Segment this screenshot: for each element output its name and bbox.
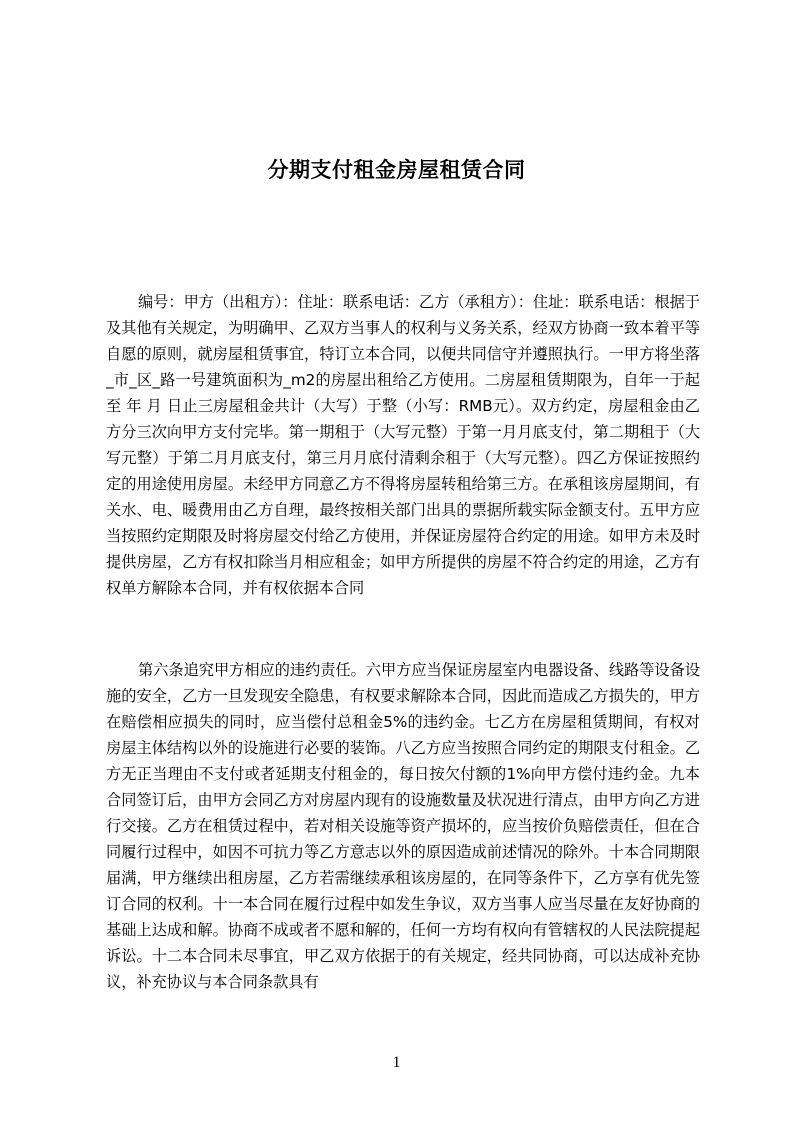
- contract-paragraph-1: 编号：甲方（出租方）：住址：联系电话：乙方（承租方）：住址：联系电话：根据于及其他有关规定，为明确甲、乙双方当事人的权利与义务关系，经双方协商一致本着平等自愿的原则，就房屋租赁事宜，特订立本合同，以便共同信守并遵照执行。一甲方将坐落_市_区_路一号建筑面积为_m2的房屋出租给乙方使用。二房屋租赁期限为，自年一于起至 年 月 日止三房屋租金共计（大写）于整（小写：RMB元）。双方约定，房屋租金由乙方分三次向甲方支付完毕。第一期租于（大写元整）于第一月月底支付，第二期租于（大写元整）于第二月月底支付，第三月月底付清剩余租于（大写元整）。四乙方保证按照约定的用途使用房屋。未经甲方同意乙方不得将房屋转租给第三方。在承租该房屋期间，有关水、电、暖费用由乙方自理，最终按相关部门出具的票据所载实际金额支付。五甲方应当按照约定期限及时将房屋交付给乙方使用，并保证房屋符合约定的用途。如甲方未及时提供房屋，乙方有权扣除当月相应租金；如甲方所提供的房屋不符合约定的用途，乙方有权单方解除本合同，并有权依据本合同: [106, 293, 700, 597]
- page-number: 1: [392, 1054, 401, 1071]
- document-title: 分期支付租金房屋租赁合同: [267, 158, 526, 183]
- contract-paragraph-2: 第六条追究甲方相应的违约责任。六甲方应当保证房屋室内电器设备、线路等设备设施的安全，乙方一旦发现安全隐患，有权要求解除本合同，因此而造成乙方损失的，甲方在赔偿相应损失的同时，应当偿付总租金5%的违约金。七乙方在房屋租赁期间，有权对房屋主体结构以外的设施进行必要的装饰。八乙方应当按照合同约定的期限支付租金。乙方无正当理由不支付或者延期支付租金的，每日按欠付额的1%向甲方偿付违约金。九本合同签订后，由甲方会同乙方对房屋内现有的设施数量及状况进行清点，由甲方向乙方进行交接。乙方在租赁过程中，若对相关设施等资产损坏的，应当按价负赔偿责任，但在合同履行过程中，如因不可抗力等乙方意志以外的原因造成前述情况的除外。十本合同期限届满，甲方继续出租房屋，乙方若需继续承租该房屋的，在同等条件下，乙方享有优先签订合同的权利。十一本合同在履行过程中如发生争议，双方当事人应当尽量在友好协商的基础上达成和解。协商不成或者不愿和解的，任何一方均有权向有管辖权的人民法院提起诉讼。十二本合同未尽事宜，甲乙双方依据于的有关规定，经共同协商，可以达成补充协议，补充协议与本合同条款具有: [106, 661, 700, 991]
